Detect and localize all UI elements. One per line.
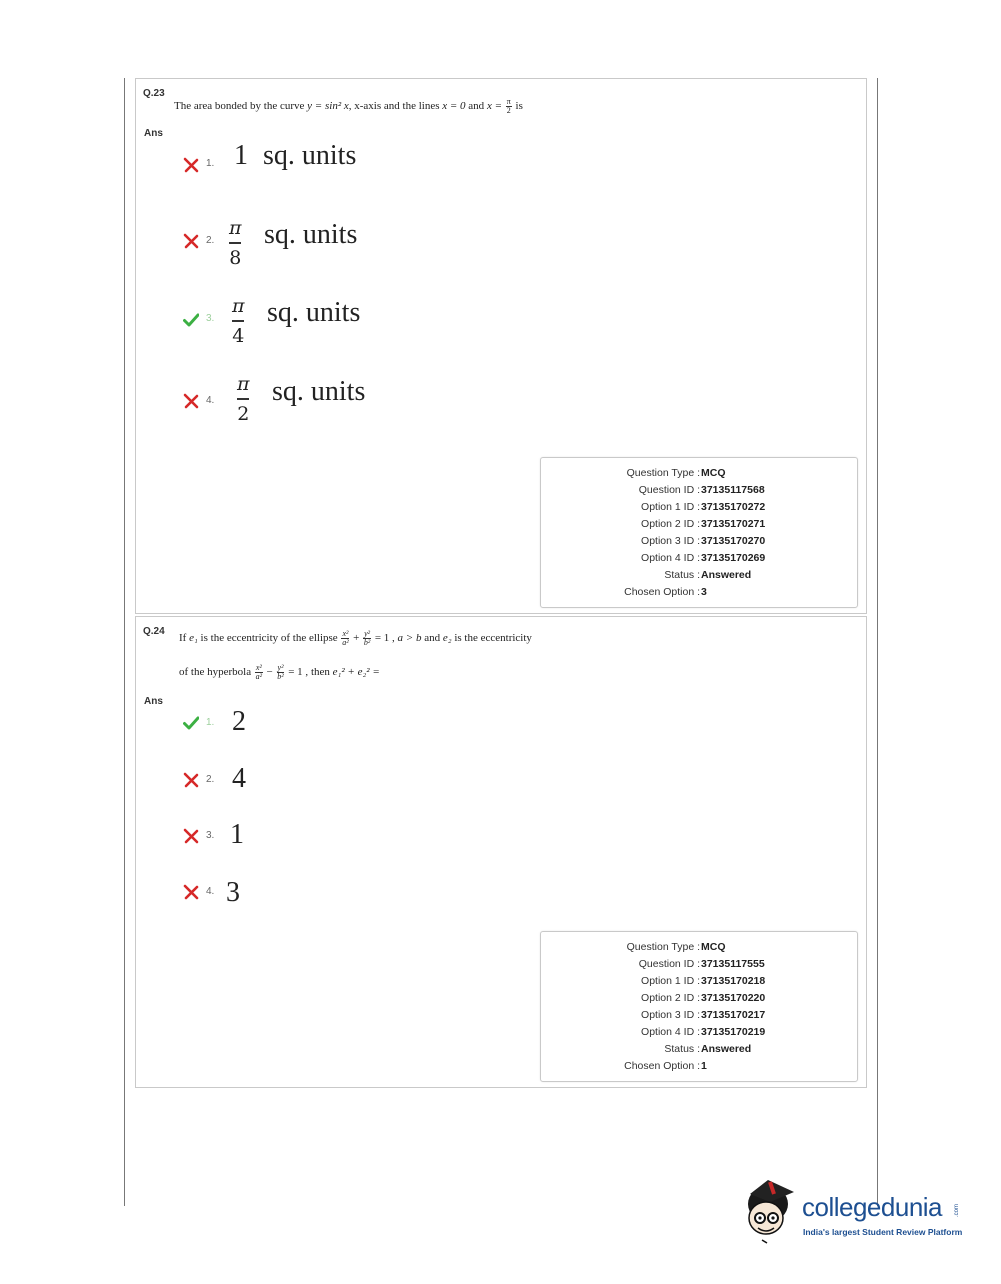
option-value: 3 <box>226 877 240 908</box>
info-row: Option 3 ID : 37135170270 <box>641 535 766 547</box>
check-icon <box>183 312 199 328</box>
info-row: Option 4 ID : 37135170269 <box>641 552 766 564</box>
info-row: Chosen Option : 3 <box>624 586 707 598</box>
question-info-box <box>540 931 858 1082</box>
question-info-box <box>540 457 858 608</box>
question-number: Q.23 <box>143 88 165 99</box>
option-number: 4. <box>206 395 215 406</box>
option-fraction: π 2 <box>237 373 250 425</box>
question-text-line-1: If e₁ is the eccentricity of the ellipse $\frac{\text{x²}}{\text{a²}}$ + $\frac{\text{y²}}{\text{b²}}$ = 1 , a > b and e₂ is the eccentricity <box>179 629 532 647</box>
fraction-pi-over-2: $\frac{\pi}{2}$ <box>506 97 511 115</box>
option-unit: sq. units <box>263 140 357 171</box>
check-icon <box>183 715 199 731</box>
option-number: 2. <box>206 774 215 785</box>
logo-tagline: India's largest Student Review Platform <box>803 1227 963 1237</box>
option-value: 2 <box>232 706 246 737</box>
cross-icon <box>183 884 199 900</box>
mascot-icon <box>740 1174 802 1249</box>
cross-icon <box>183 772 199 788</box>
option-number: 2. <box>206 235 215 246</box>
info-row: Question ID : 37135117555 <box>638 958 765 970</box>
option-value: 4 <box>232 763 246 794</box>
cross-icon <box>183 157 199 173</box>
answer-label: Ans <box>144 696 163 707</box>
logo-wordmark: collegedunia <box>802 1192 943 1222</box>
cross-icon <box>183 828 199 844</box>
page-left-rule <box>124 78 125 1206</box>
collegedunia-logo <box>740 1174 970 1249</box>
info-row: Chosen Option : 1 <box>624 1060 707 1072</box>
info-row: Option 3 ID : 37135170217 <box>641 1009 766 1021</box>
option-fraction: π 8 <box>229 217 242 269</box>
info-row: Question ID : 37135117568 <box>638 484 765 496</box>
info-row: Option 2 ID : 37135170220 <box>641 992 766 1004</box>
option-fraction: π 4 <box>232 295 245 347</box>
info-row: Option 4 ID : 37135170219 <box>641 1026 766 1038</box>
info-row: Status : Answered <box>664 1043 752 1055</box>
option-number: 3. <box>206 830 215 841</box>
option-number: 1. <box>206 717 215 728</box>
cross-icon <box>183 233 199 249</box>
option-unit: sq. units <box>264 219 358 250</box>
info-row: Option 1 ID : 37135170272 <box>641 501 766 513</box>
question-text: The area bonded by the curve y = sin² x, x-axis and the lines x = 0 and x = $\frac{\pi}{2}$ is <box>174 97 523 115</box>
page-right-rule <box>877 78 878 1206</box>
math-line1: x = 0 <box>442 100 466 113</box>
option-value: 1 <box>234 140 248 171</box>
logo-domain-suffix: .com <box>954 1204 960 1218</box>
question-text-line-2: of the hyperbola $\frac{\text{x²}}{\text{a²}}$ − $\frac{\text{y²}}{\text{b²}}$ = 1 , then e₁² + e₂² = <box>179 663 380 681</box>
question-number: Q.24 <box>143 626 165 637</box>
cross-icon <box>183 393 199 409</box>
math-curve: y = sin² x <box>307 100 349 113</box>
info-row: Question Type : MCQ <box>626 941 726 953</box>
option-number: 1. <box>206 158 215 169</box>
question-23-panel <box>135 78 867 614</box>
info-row: Option 1 ID : 37135170218 <box>641 975 766 987</box>
option-value: 1 <box>230 819 244 850</box>
info-row: Option 2 ID : 37135170271 <box>641 518 766 530</box>
option-number: 4. <box>206 886 215 897</box>
option-number: 3. <box>206 313 215 324</box>
option-unit: sq. units <box>267 297 361 328</box>
question-24-panel <box>135 616 867 1088</box>
info-row: Question Type : MCQ <box>626 467 726 479</box>
info-row: Status : Answered <box>664 569 752 581</box>
answer-label: Ans <box>144 128 163 139</box>
option-unit: sq. units <box>272 376 366 407</box>
